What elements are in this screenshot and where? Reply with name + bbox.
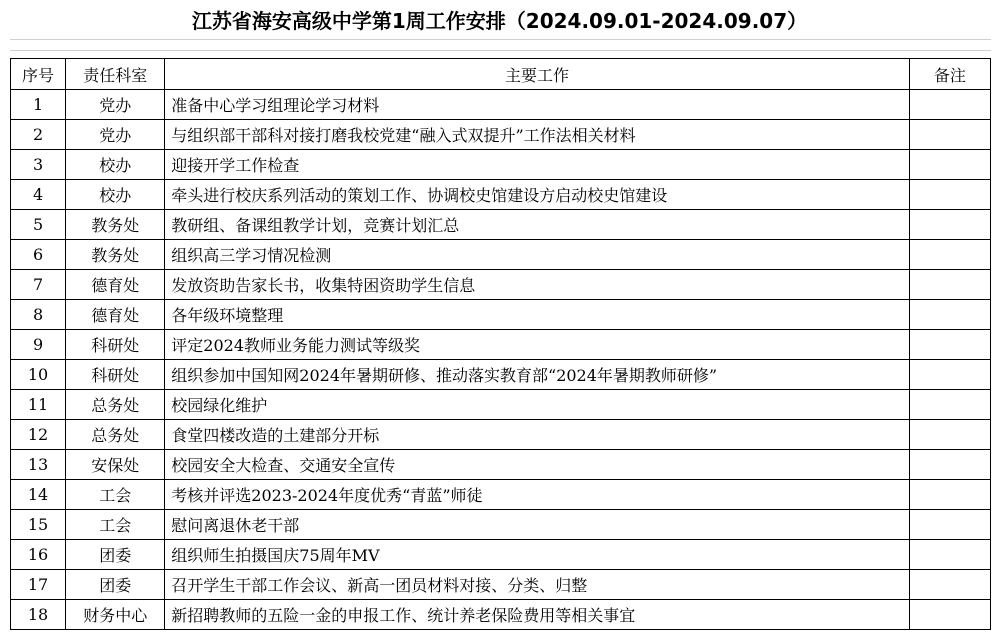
cell-task: 牵头进行校庆系列活动的策划工作、协调校史馆建设方启动校史馆建设 — [165, 180, 910, 210]
cell-task: 迎接开学工作检查 — [165, 150, 910, 180]
cell-task: 考核并评选2023-2024年度优秀“青蓝”师徒 — [165, 480, 910, 510]
cell-no: 7 — [11, 270, 66, 300]
cell-note — [909, 450, 990, 480]
cell-note — [909, 330, 990, 360]
cell-task: 校园安全大检查、交通安全宣传 — [165, 450, 910, 480]
cell-no: 5 — [11, 210, 66, 240]
cell-dept: 团委 — [66, 570, 165, 600]
cell-no: 4 — [11, 180, 66, 210]
cell-dept: 教务处 — [66, 210, 165, 240]
cell-note — [909, 180, 990, 210]
table-row — [11, 390, 991, 420]
cell-no: 13 — [11, 450, 66, 480]
table-row — [11, 300, 991, 330]
cell-note — [909, 150, 990, 180]
cell-task: 组织高三学习情况检测 — [165, 240, 910, 270]
cell-no: 2 — [11, 120, 66, 150]
cell-note — [909, 240, 990, 270]
cell-note — [909, 510, 990, 540]
table-row — [11, 450, 991, 480]
cell-note — [909, 600, 990, 630]
cell-dept: 总务处 — [66, 390, 165, 420]
page-title: 江苏省海安高级中学第1周工作安排（2024.09.01-2024.09.07） — [191, 9, 808, 33]
table-row — [11, 510, 991, 540]
table-row — [11, 420, 991, 450]
cell-note — [909, 570, 990, 600]
cell-task: 校园绿化维护 — [165, 390, 910, 420]
cell-task: 准备中心学习组理论学习材料 — [165, 90, 910, 120]
cell-no: 14 — [11, 480, 66, 510]
cell-note — [909, 300, 990, 330]
cell-no: 6 — [11, 240, 66, 270]
cell-note — [909, 120, 990, 150]
cell-note — [909, 390, 990, 420]
cell-no: 11 — [11, 390, 66, 420]
cell-note — [909, 210, 990, 240]
header-note: 备注 — [909, 59, 990, 90]
cell-dept: 党办 — [66, 120, 165, 150]
cell-task: 教研组、备课组教学计划，竞赛计划汇总 — [165, 210, 910, 240]
table-row — [11, 240, 991, 270]
cell-note — [909, 480, 990, 510]
cell-no: 18 — [11, 600, 66, 630]
header-task: 主要工作 — [165, 59, 910, 90]
cell-no: 16 — [11, 540, 66, 570]
cell-task: 组织参加中国知网2024年暑期研修、推动落实教育部“2024年暑期教师研修” — [165, 360, 910, 390]
cell-no: 15 — [11, 510, 66, 540]
cell-dept: 工会 — [66, 480, 165, 510]
cell-note — [909, 540, 990, 570]
table-row — [11, 330, 991, 360]
table-row — [11, 150, 991, 180]
cell-dept: 科研处 — [66, 360, 165, 390]
table-row — [11, 180, 991, 210]
sheet-gridline — [10, 50, 991, 51]
cell-note — [909, 90, 990, 120]
cell-no: 3 — [11, 150, 66, 180]
cell-task: 与组织部干部科对接打磨我校党建“融入式双提升”工作法相关材料 — [165, 120, 910, 150]
cell-dept: 校办 — [66, 150, 165, 180]
cell-dept: 党办 — [66, 90, 165, 120]
cell-task: 组织师生拍摄国庆75周年MV — [165, 540, 910, 570]
header-no: 序号 — [11, 59, 66, 90]
table-row — [11, 210, 991, 240]
table-row — [11, 360, 991, 390]
cell-task: 各年级环境整理 — [165, 300, 910, 330]
cell-task: 发放资助告家长书，收集特困资助学生信息 — [165, 270, 910, 300]
table-row — [11, 90, 991, 120]
table-row — [11, 270, 991, 300]
cell-task: 召开学生干部工作会议、新高一团员材料对接、分类、归整 — [165, 570, 910, 600]
table-header-row — [11, 59, 991, 90]
cell-no: 8 — [11, 300, 66, 330]
cell-no: 1 — [11, 90, 66, 120]
cell-dept: 教务处 — [66, 240, 165, 270]
cell-dept: 德育处 — [66, 300, 165, 330]
table-row — [11, 120, 991, 150]
sheet-gridline — [10, 39, 991, 40]
cell-note — [909, 270, 990, 300]
cell-no: 9 — [11, 330, 66, 360]
cell-dept: 科研处 — [66, 330, 165, 360]
cell-no: 12 — [11, 420, 66, 450]
cell-dept: 校办 — [66, 180, 165, 210]
work-schedule-table — [10, 58, 991, 630]
table-row — [11, 600, 991, 630]
cell-task: 新招聘教师的五险一金的申报工作、统计养老保险费用等相关事宜 — [165, 600, 910, 630]
cell-dept: 团委 — [66, 540, 165, 570]
cell-no: 10 — [11, 360, 66, 390]
cell-task: 评定2024教师业务能力测试等级奖 — [165, 330, 910, 360]
cell-dept: 工会 — [66, 510, 165, 540]
header-dept: 责任科室 — [66, 59, 165, 90]
table-row — [11, 570, 991, 600]
cell-task: 食堂四楼改造的土建部分开标 — [165, 420, 910, 450]
cell-dept: 财务中心 — [66, 600, 165, 630]
cell-dept: 总务处 — [66, 420, 165, 450]
cell-dept: 德育处 — [66, 270, 165, 300]
table-row — [11, 480, 991, 510]
cell-no: 17 — [11, 570, 66, 600]
cell-note — [909, 360, 990, 390]
cell-dept: 安保处 — [66, 450, 165, 480]
cell-task: 慰问离退休老干部 — [165, 510, 910, 540]
table-row — [11, 540, 991, 570]
cell-note — [909, 420, 990, 450]
